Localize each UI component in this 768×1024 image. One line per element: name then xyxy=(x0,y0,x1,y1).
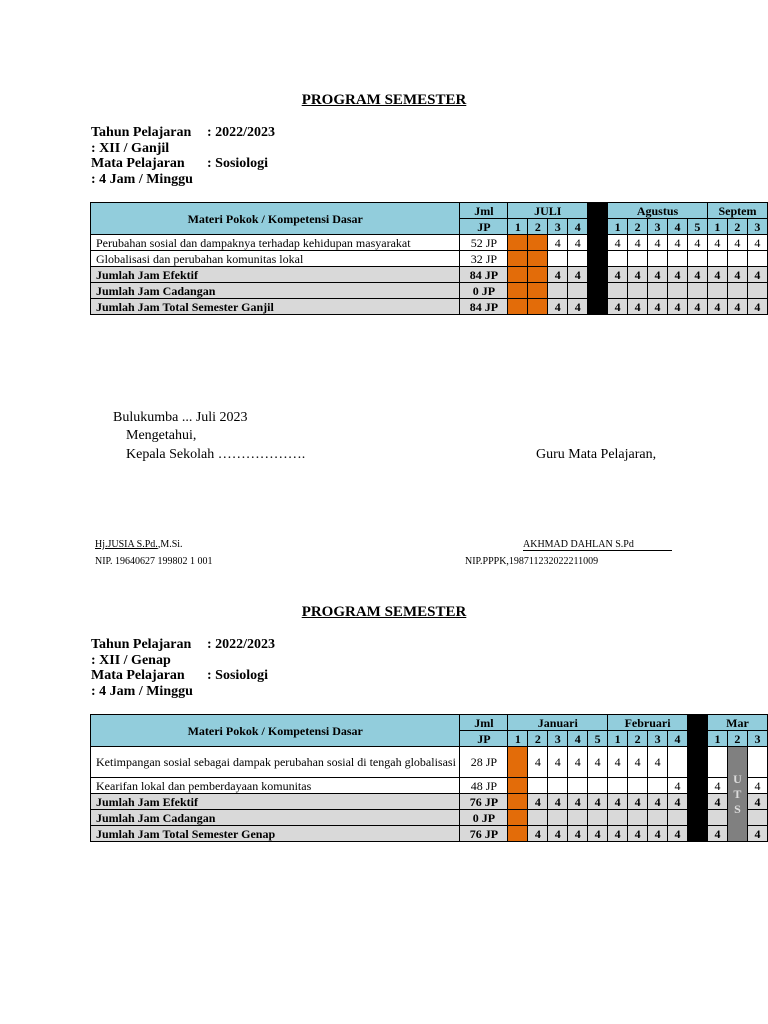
week-cell: 4 xyxy=(707,794,727,810)
mapel-label: Mata Pelajaran xyxy=(91,156,185,171)
week-cell: 4 xyxy=(648,794,668,810)
week-cell xyxy=(508,299,528,315)
week-cell: 4 xyxy=(747,778,767,794)
month-header: Februari xyxy=(608,715,688,731)
table-row xyxy=(91,810,768,826)
week-cell xyxy=(628,251,648,267)
mapel-label: Mata Pelajaran xyxy=(91,668,185,683)
week-cell: 4 xyxy=(548,794,568,810)
jp-cell: 84 JP xyxy=(460,267,508,283)
week-cell: 4 xyxy=(608,794,628,810)
jp-cell: 0 JP xyxy=(460,283,508,299)
week-header: 5 xyxy=(687,219,707,235)
page-title-ganjil: PROGRAM SEMESTER xyxy=(301,92,467,108)
materi-cell: Globalisasi dan perubahan komunitas lokal xyxy=(91,251,460,267)
week-cell: 4 xyxy=(687,235,707,251)
week-cell: 4 xyxy=(747,794,767,810)
materi-cell: Jumlah Jam Cadangan xyxy=(91,283,460,299)
week-cell xyxy=(747,810,767,826)
week-cell xyxy=(688,794,708,810)
week-cell: 4 xyxy=(727,235,747,251)
week-cell: 4 xyxy=(747,267,767,283)
week-cell xyxy=(528,251,548,267)
week-cell xyxy=(508,235,528,251)
week-cell: 4 xyxy=(747,826,767,842)
week-cell xyxy=(508,283,528,299)
mapel-value: : Sosiologi xyxy=(207,156,269,171)
week-cell xyxy=(588,267,608,283)
week-header: 2 xyxy=(727,731,747,747)
week-cell: 4 xyxy=(668,235,688,251)
week-cell: 4 xyxy=(588,794,608,810)
week-cell xyxy=(528,810,548,826)
week-cell: 4 xyxy=(707,235,727,251)
week-cell: 4 xyxy=(628,747,648,778)
page-title-genap: PROGRAM SEMESTER xyxy=(301,604,467,620)
week-header: 2 xyxy=(528,731,548,747)
week-cell: 4 xyxy=(628,299,648,315)
kepala-title-text: ,M.Si. xyxy=(157,539,183,550)
week-cell: 4 xyxy=(648,747,668,778)
tahun-label: Tahun Pelajaran xyxy=(91,125,192,140)
week-cell xyxy=(548,778,568,794)
week-header: 3 xyxy=(747,731,767,747)
week-header: 4 xyxy=(668,219,688,235)
week-cell xyxy=(508,794,528,810)
week-cell xyxy=(687,251,707,267)
materi-cell: Kearifan lokal dan pemberdayaan komunitas xyxy=(91,778,460,794)
week-header: 4 xyxy=(668,731,688,747)
kepala-name xyxy=(95,539,183,550)
header-jml: Jml xyxy=(460,203,508,219)
week-cell: 4 xyxy=(608,299,628,315)
week-cell: 4 xyxy=(548,299,568,315)
semester-table-ganjil xyxy=(90,202,768,315)
week-cell: 4 xyxy=(608,267,628,283)
week-cell xyxy=(648,810,668,826)
week-cell: 4 xyxy=(727,299,747,315)
jam-value: : 4 Jam / Minggu xyxy=(91,683,193,699)
jp-cell: 48 JP xyxy=(460,778,508,794)
week-cell: 4 xyxy=(608,235,628,251)
kepala-name-text: Hj.JUSIA S.Pd. xyxy=(95,539,158,550)
week-cell: 4 xyxy=(668,826,688,842)
week-cell xyxy=(628,283,648,299)
week-cell: 4 xyxy=(568,267,588,283)
week-cell: 4 xyxy=(528,747,548,778)
week-header: 2 xyxy=(628,731,648,747)
week-header: 2 xyxy=(628,219,648,235)
jp-cell: 76 JP xyxy=(460,826,508,842)
week-cell xyxy=(668,283,688,299)
week-cell xyxy=(668,810,688,826)
week-header: 3 xyxy=(548,219,568,235)
week-cell: 4 xyxy=(528,794,548,810)
materi-cell: Jumlah Jam Cadangan xyxy=(91,810,460,826)
mengetahui-label: Mengetahui, xyxy=(126,428,197,443)
table-row xyxy=(91,235,768,251)
info-block-genap xyxy=(91,637,275,699)
week-cell: 4 xyxy=(628,235,648,251)
week-header: 3 xyxy=(548,731,568,747)
week-cell xyxy=(688,747,708,778)
week-cell xyxy=(568,283,588,299)
week-header: 4 xyxy=(568,731,588,747)
week-header: 1 xyxy=(508,731,528,747)
week-cell: 4 xyxy=(568,299,588,315)
week-cell xyxy=(727,251,747,267)
week-cell xyxy=(687,283,707,299)
week-cell: 4 xyxy=(528,826,548,842)
week-cell: 4 xyxy=(707,778,727,794)
tahun-value: : 2022/2023 xyxy=(207,637,276,652)
uts-letter: U xyxy=(733,771,742,786)
week-cell: 4 xyxy=(628,267,648,283)
month-header: JULI xyxy=(508,203,588,219)
uts-letter: T xyxy=(733,786,742,801)
week-cell xyxy=(528,267,548,283)
week-cell xyxy=(568,251,588,267)
week-cell xyxy=(668,747,688,778)
week-cell: 4 xyxy=(668,794,688,810)
week-cell xyxy=(608,283,628,299)
week-cell xyxy=(508,251,528,267)
week-cell: 4 xyxy=(588,826,608,842)
materi-cell: Perubahan sosial dan dampaknya terhadap kehidupan masyarakat xyxy=(91,235,460,251)
week-cell: 4 xyxy=(628,826,648,842)
week-header: 4 xyxy=(568,219,588,235)
table-row xyxy=(91,747,768,778)
week-cell: 4 xyxy=(608,747,628,778)
week-cell: 4 xyxy=(608,826,628,842)
materi-cell: Jumlah Jam Total Semester Ganjil xyxy=(91,299,460,315)
info-block-ganjil xyxy=(91,125,275,187)
materi-cell: Jumlah Jam Efektif xyxy=(91,794,460,810)
kelas-value: : XII / Genap xyxy=(91,652,171,668)
week-header: 1 xyxy=(508,219,528,235)
week-cell xyxy=(548,810,568,826)
mapel-value: : Sosiologi xyxy=(207,668,269,683)
table-row xyxy=(91,778,768,794)
week-cell xyxy=(727,283,747,299)
week-cell xyxy=(707,251,727,267)
header-materi: Materi Pokok / Kompetensi Dasar xyxy=(91,715,460,747)
week-cell xyxy=(508,778,528,794)
week-cell xyxy=(648,251,668,267)
week-cell: 4 xyxy=(648,235,668,251)
week-cell xyxy=(508,267,528,283)
week-cell xyxy=(528,299,548,315)
month-header: Agustus xyxy=(608,203,708,219)
week-cell: 4 xyxy=(707,299,727,315)
week-cell: 4 xyxy=(687,267,707,283)
jp-cell: 32 JP xyxy=(460,251,508,267)
guru-name: AKHMAD DAHLAN S.Pd xyxy=(523,539,672,551)
week-header: 1 xyxy=(608,731,628,747)
week-cell: 4 xyxy=(648,267,668,283)
week-cell: 4 xyxy=(727,267,747,283)
week-header: 3 xyxy=(747,219,767,235)
week-cell xyxy=(588,283,608,299)
week-header: 5 xyxy=(588,731,608,747)
week-cell xyxy=(747,283,767,299)
week-cell xyxy=(747,747,767,778)
week-header: 2 xyxy=(528,219,548,235)
week-cell: 4 xyxy=(747,299,767,315)
week-cell xyxy=(608,251,628,267)
materi-cell: Ketimpangan sosial sebagai dampak perubahan sosial di tengah globalisasi xyxy=(91,747,460,778)
week-cell xyxy=(648,283,668,299)
week-cell xyxy=(508,826,528,842)
tahun-value: : 2022/2023 xyxy=(207,125,276,140)
week-cell xyxy=(707,747,727,778)
week-cell: 4 xyxy=(668,267,688,283)
week-cell xyxy=(548,251,568,267)
week-cell xyxy=(568,778,588,794)
week-cell xyxy=(688,826,708,842)
week-header: 2 xyxy=(727,219,747,235)
jp-cell: 52 JP xyxy=(460,235,508,251)
week-cell: 4 xyxy=(548,235,568,251)
week-cell xyxy=(628,810,648,826)
week-cell xyxy=(688,810,708,826)
kepala-sekolah-label: Kepala Sekolah ………………. xyxy=(126,447,306,462)
week-cell xyxy=(528,778,548,794)
table-row xyxy=(91,299,768,315)
week-cell: 4 xyxy=(628,794,648,810)
week-cell: 4 xyxy=(668,299,688,315)
week-header: 1 xyxy=(707,219,727,235)
header-jp: JP xyxy=(460,731,508,747)
week-header: 1 xyxy=(608,219,628,235)
week-cell: 4 xyxy=(707,826,727,842)
tahun-label: Tahun Pelajaran xyxy=(91,637,192,652)
week-cell xyxy=(588,778,608,794)
week-cell: 4 xyxy=(568,794,588,810)
header-jml: Jml xyxy=(460,715,508,731)
place-date: Bulukumba ... Juli 2023 xyxy=(113,410,248,425)
kelas-value: : XII / Ganjil xyxy=(91,140,170,156)
week-cell: 4 xyxy=(568,747,588,778)
guru-label: Guru Mata Pelajaran, xyxy=(536,447,657,462)
kepala-nip: NIP. 19640627 199802 1 001 xyxy=(95,556,213,567)
week-cell: 4 xyxy=(747,235,767,251)
week-cell xyxy=(508,747,528,778)
week-cell xyxy=(528,283,548,299)
guru-nip: NIP.PPPK,198711232022211009 xyxy=(465,556,599,567)
week-cell xyxy=(628,778,648,794)
week-cell: 4 xyxy=(568,826,588,842)
uts-letter: S xyxy=(734,801,741,816)
week-cell: 4 xyxy=(687,299,707,315)
week-cell: 4 xyxy=(668,778,688,794)
week-header: 3 xyxy=(648,219,668,235)
week-cell xyxy=(608,778,628,794)
break-cell xyxy=(688,715,708,747)
week-cell: 4 xyxy=(548,267,568,283)
materi-cell: Jumlah Jam Total Semester Genap xyxy=(91,826,460,842)
week-cell xyxy=(588,810,608,826)
week-cell xyxy=(588,299,608,315)
semester-table-genap xyxy=(90,714,768,842)
week-cell: 4 xyxy=(707,267,727,283)
week-cell: 4 xyxy=(588,747,608,778)
week-cell xyxy=(508,810,528,826)
week-cell xyxy=(747,251,767,267)
table-row xyxy=(91,267,768,283)
jp-cell: 28 JP xyxy=(460,747,508,778)
week-cell xyxy=(668,251,688,267)
week-cell xyxy=(707,810,727,826)
week-header: 3 xyxy=(648,731,668,747)
jp-cell: 76 JP xyxy=(460,794,508,810)
month-header: Januari xyxy=(508,715,608,731)
week-cell xyxy=(588,251,608,267)
header-jp: JP xyxy=(460,219,508,235)
materi-cell: Jumlah Jam Efektif xyxy=(91,267,460,283)
table-row xyxy=(91,794,768,810)
week-cell xyxy=(568,810,588,826)
table-row xyxy=(91,826,768,842)
table-row xyxy=(91,283,768,299)
week-cell: 4 xyxy=(548,826,568,842)
week-cell: 4 xyxy=(648,826,668,842)
week-cell xyxy=(707,283,727,299)
jp-cell: 84 JP xyxy=(460,299,508,315)
jp-cell: 0 JP xyxy=(460,810,508,826)
table-row xyxy=(91,251,768,267)
month-header: Mar xyxy=(707,715,767,731)
week-cell: 4 xyxy=(548,747,568,778)
jam-value: : 4 Jam / Minggu xyxy=(91,171,193,187)
week-cell xyxy=(588,235,608,251)
month-header: Septem xyxy=(707,203,767,219)
week-cell xyxy=(648,778,668,794)
week-cell xyxy=(548,283,568,299)
week-cell: 4 xyxy=(568,235,588,251)
week-cell xyxy=(528,235,548,251)
week-header: 1 xyxy=(707,731,727,747)
week-cell: 4 xyxy=(648,299,668,315)
header-materi: Materi Pokok / Kompetensi Dasar xyxy=(91,203,460,235)
week-cell xyxy=(608,810,628,826)
uts-cell xyxy=(727,747,747,842)
week-cell xyxy=(688,778,708,794)
break-cell xyxy=(588,203,608,235)
